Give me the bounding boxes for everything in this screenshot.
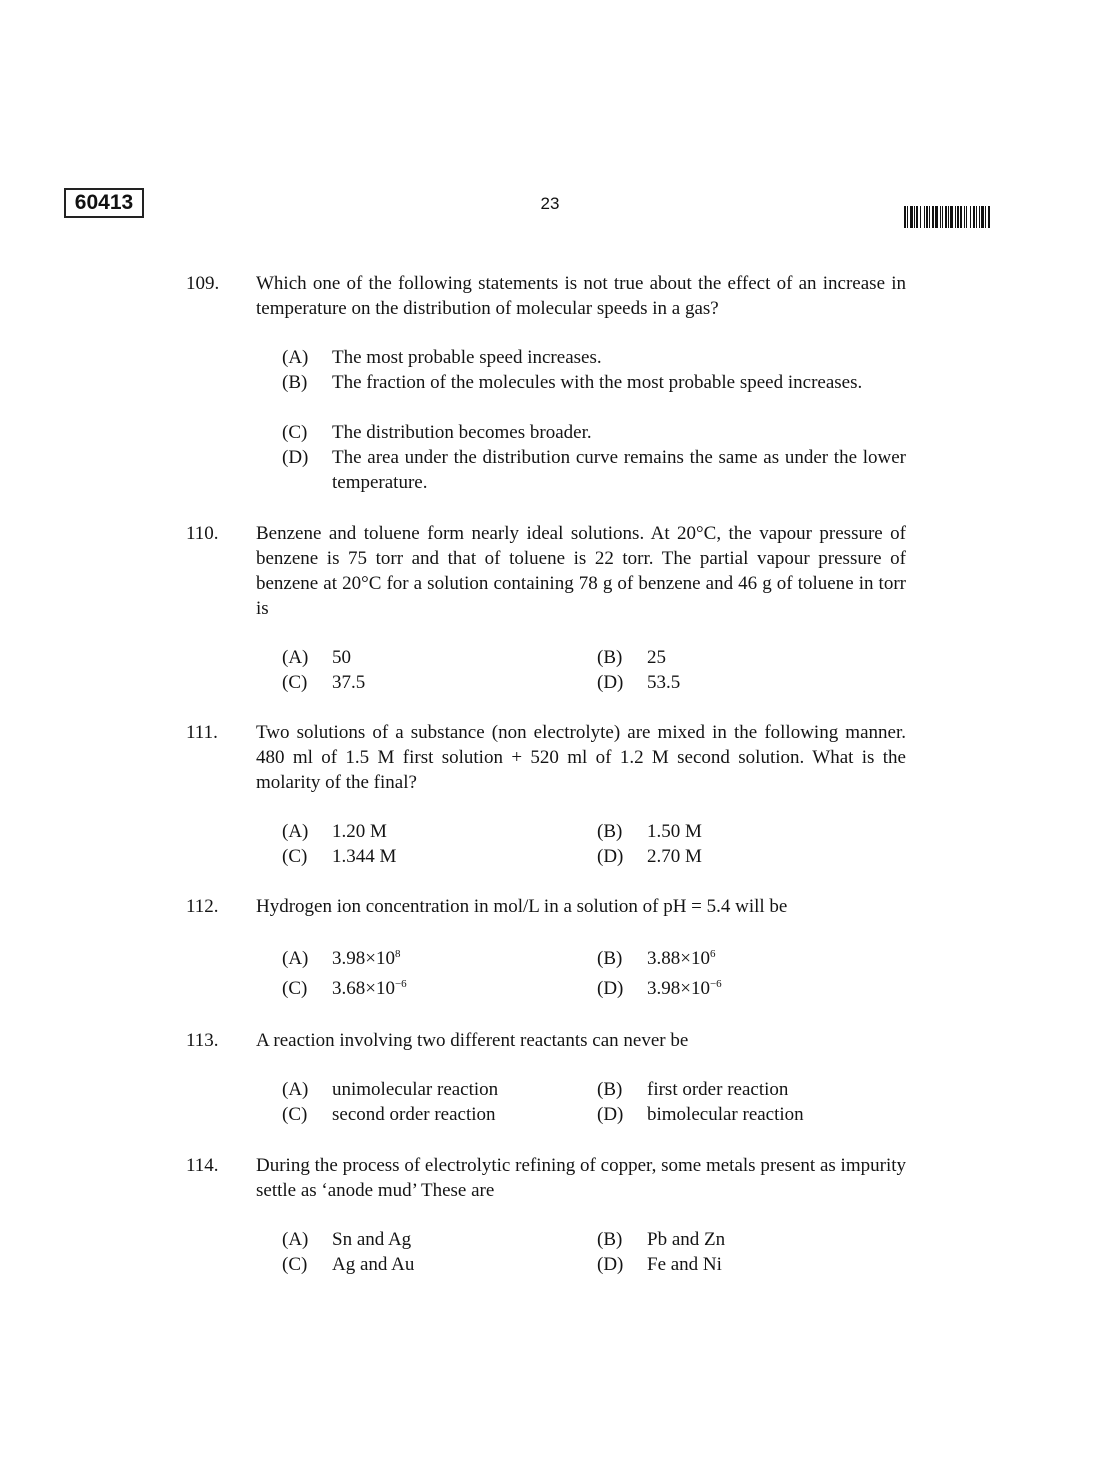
option-label: (D) bbox=[597, 672, 624, 693]
question-paper-code: 60413 bbox=[64, 188, 144, 218]
option-label: (B) bbox=[597, 1079, 623, 1100]
option-value-base: 3.68×10 bbox=[332, 978, 395, 999]
option-value-exponent: 6 bbox=[709, 948, 716, 960]
question-text: During the process of electrolytic refining of copper, some metals present as impurity settle as ‘anode mud’ These are bbox=[256, 1155, 906, 1201]
option-b bbox=[597, 645, 666, 670]
option-label: (B) bbox=[597, 948, 623, 969]
option-text: second order reaction bbox=[332, 1104, 496, 1125]
option-b bbox=[597, 1227, 725, 1252]
option-value-base: 3.98×10 bbox=[647, 978, 710, 999]
option-label: (C) bbox=[282, 422, 308, 443]
option-text: first order reaction bbox=[647, 1079, 789, 1100]
question-text: A reaction involving two different reactants can never be bbox=[256, 1030, 689, 1051]
option-value-exponent: −6 bbox=[709, 978, 722, 990]
option-value-exponent: −6 bbox=[394, 978, 407, 990]
option-d bbox=[597, 976, 722, 1001]
option-d bbox=[597, 1102, 804, 1127]
option-label: (A) bbox=[282, 347, 309, 368]
option-label: (D) bbox=[282, 447, 309, 468]
option-label: (A) bbox=[282, 1229, 309, 1250]
option-text: The area under the distribution curve remains the same as under the lower temperature. bbox=[332, 447, 906, 493]
option-label: (A) bbox=[282, 821, 309, 842]
question-text: Which one of the following statements is not true about the effect of an increase in temperature on the distribution of molecular speeds in a gas? bbox=[256, 273, 906, 319]
option-label: (A) bbox=[282, 1079, 309, 1100]
question-number: 112. bbox=[186, 896, 219, 917]
option-label: (D) bbox=[597, 978, 624, 999]
option-label: (A) bbox=[282, 647, 309, 668]
option-text: 50 bbox=[332, 647, 351, 668]
option-value-base: 3.98×10 bbox=[332, 948, 395, 969]
option-text: Pb and Zn bbox=[647, 1229, 726, 1250]
option-c bbox=[282, 1252, 414, 1277]
option-label: (C) bbox=[282, 1104, 308, 1125]
option-value-base: 3.88×10 bbox=[647, 948, 710, 969]
option-b bbox=[597, 946, 715, 971]
question-number: 110. bbox=[186, 523, 219, 544]
option-text: Ag and Au bbox=[332, 1254, 415, 1275]
option-label: (B) bbox=[282, 372, 308, 393]
option-b bbox=[597, 1077, 788, 1102]
option-value-exponent: 8 bbox=[394, 948, 401, 960]
option-label: (B) bbox=[597, 647, 623, 668]
barcode bbox=[904, 206, 1038, 228]
option-label: (D) bbox=[597, 1104, 624, 1125]
option-label: (C) bbox=[282, 672, 308, 693]
page-number: 23 bbox=[540, 194, 560, 213]
option-label: (B) bbox=[597, 1229, 623, 1250]
option-text: The distribution becomes broader. bbox=[332, 422, 592, 443]
option-text: 53.5 bbox=[647, 672, 681, 693]
option-a bbox=[282, 1227, 411, 1252]
option-text: 2.70 M bbox=[647, 846, 702, 867]
option-d bbox=[597, 844, 702, 869]
option-text: The most probable speed increases. bbox=[332, 347, 602, 368]
question-number: 113. bbox=[186, 1030, 219, 1051]
option-a bbox=[282, 946, 400, 971]
option-label: (D) bbox=[597, 1254, 624, 1275]
option-text: bimolecular reaction bbox=[647, 1104, 804, 1125]
option-label: (C) bbox=[282, 846, 308, 867]
question-text: Hydrogen ion concentration in mol/L in a solution of pH = 5.4 will be bbox=[256, 896, 788, 917]
option-text: 37.5 bbox=[332, 672, 366, 693]
option-a bbox=[282, 819, 387, 844]
option-a bbox=[282, 645, 351, 670]
question-number: 114. bbox=[186, 1155, 219, 1176]
option-d bbox=[597, 670, 680, 695]
option-c bbox=[282, 976, 407, 1001]
option-text: 1.344 M bbox=[332, 846, 397, 867]
option-text: 1.50 M bbox=[647, 821, 702, 842]
option-label: (B) bbox=[597, 821, 623, 842]
question-number: 109. bbox=[186, 273, 220, 294]
option-d bbox=[597, 1252, 722, 1277]
option-a bbox=[282, 1077, 498, 1102]
option-text: unimolecular reaction bbox=[332, 1079, 499, 1100]
option-text: 1.20 M bbox=[332, 821, 387, 842]
option-text: Sn and Ag bbox=[332, 1229, 412, 1250]
question-number: 111. bbox=[186, 722, 218, 743]
option-c bbox=[282, 670, 365, 695]
option-label: (C) bbox=[282, 978, 308, 999]
option-b bbox=[597, 819, 702, 844]
option-c bbox=[282, 844, 396, 869]
question-text: Benzene and toluene form nearly ideal solutions. At 20°C, the vapour pressure of benzene is 75 torr and that of toluene is 22 torr. The partial vapour pressure of benzene at 20°C for a solution containing 78 g of benzene and 46 g of toluene in torr is bbox=[256, 523, 906, 619]
option-label: (C) bbox=[282, 1254, 308, 1275]
option-label: (D) bbox=[597, 846, 624, 867]
option-label: (A) bbox=[282, 948, 309, 969]
option-text: 25 bbox=[647, 647, 666, 668]
option-c bbox=[282, 1102, 496, 1127]
question-text: Two solutions of a substance (non electrolyte) are mixed in the following manner. 480 ml of 1.5 M first solution + 520 ml of 1.2 M second solution. What is the molarity of the final? bbox=[256, 722, 906, 793]
option-text: The fraction of the molecules with the most probable speed increases. bbox=[332, 372, 863, 393]
option-text: Fe and Ni bbox=[647, 1254, 722, 1275]
